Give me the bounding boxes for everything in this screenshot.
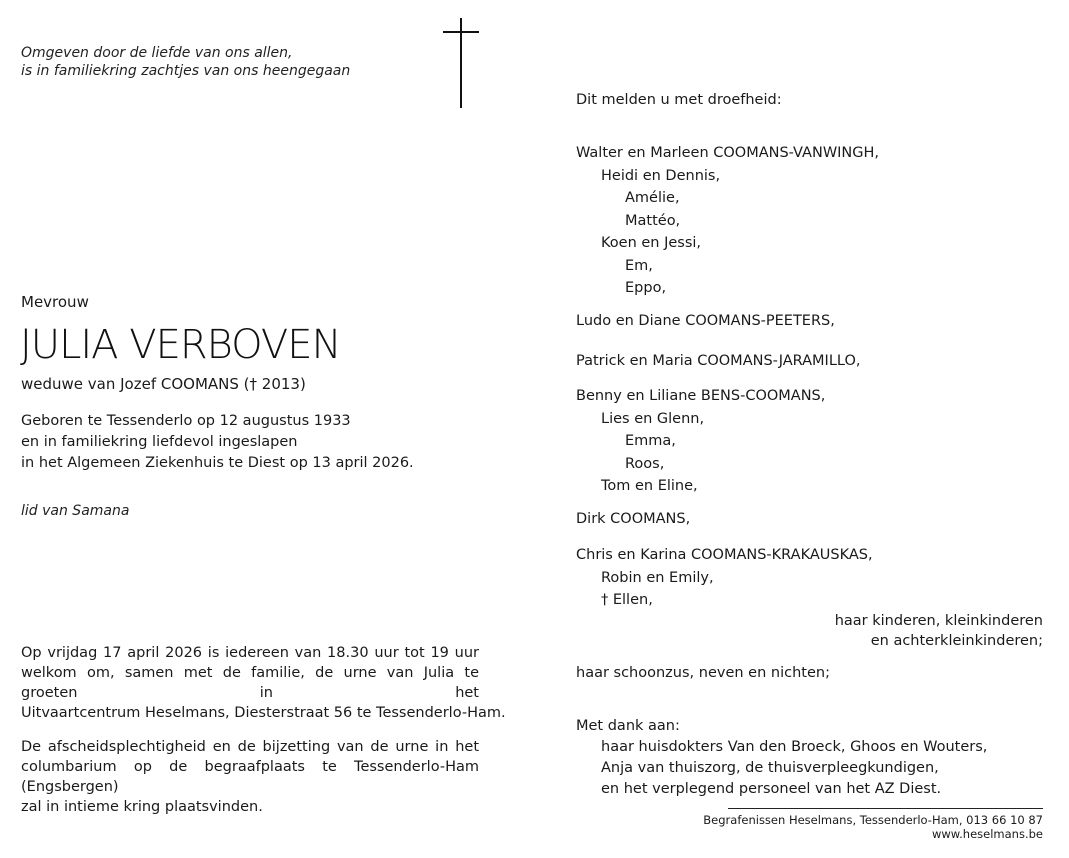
family-head: Walter en Marleen COOMANS-VANWINGH, (576, 145, 880, 161)
family-child: Tom en Eline, (601, 478, 698, 494)
family-child: Lies en Glenn, (601, 410, 705, 427)
family-child: Koen en Jessi, (601, 235, 702, 251)
intro-quote (21, 44, 350, 80)
family-head: Ludo en Diane COOMANS-PEETERS, (576, 313, 835, 329)
family-grandchild: Mattéo, (625, 212, 681, 229)
relation-note (835, 611, 1043, 651)
family-grandchild: Em, (625, 257, 653, 274)
visitation-line-2: welkom om, samen met de familie, de urne van Julia te groeten in het (21, 665, 479, 701)
family-grandchild: Roos, (625, 455, 665, 472)
ceremony-line-3: zal in intieme kring plaatsvinden. (21, 799, 263, 815)
footer-company: Begrafenissen Heselmans, Tessenderlo-Ham, 013 66 10 87 (703, 813, 1043, 827)
family-group-6 (576, 544, 873, 612)
thanks-line-2: Anja van thuiszorg, de thuisverpleegkundigen, (601, 760, 939, 776)
ceremony-line-1: De afscheidsplechtigheid en de bijzetting van de urne in het (21, 739, 479, 755)
footer (703, 813, 1043, 841)
cross-icon-bar (443, 31, 479, 33)
ceremony-line-2: columbarium op de begraafplaats te Tessenderlo-Ham (Engsbergen) (21, 759, 479, 795)
family-grandchild: Eppo, (625, 280, 667, 296)
family-group-4 (576, 385, 825, 498)
family-child: † Ellen, (601, 592, 653, 608)
membership: lid van Samana (21, 503, 130, 519)
footer-website[interactable]: www.heselmans.be (931, 827, 1043, 841)
family-head: Patrick en Maria COOMANS-JARAMILLO, (576, 353, 861, 369)
visitation-line-3: Uitvaartcentrum Heselmans, Diesterstraat 56 te Tessenderlo-Ham. (21, 705, 506, 721)
family-head: Dirk COOMANS, (576, 511, 691, 527)
intro-quote-line-2: is in familiekring zachtjes van ons heengegaan (21, 63, 351, 79)
family-group-3 (576, 350, 861, 373)
family-group-2 (576, 310, 835, 333)
passed-line-1: en in familiekring liefdevol ingeslapen (21, 434, 298, 450)
thanks-line-1: haar huisdokters Van den Broeck, Ghoos en Wouters, (601, 739, 988, 755)
inlaws: haar schoonzus, neven en nichten; (576, 665, 830, 681)
deceased-title: Mevrouw (21, 293, 89, 311)
family-child: Robin en Emily, (601, 569, 714, 586)
footer-divider (728, 808, 1043, 809)
relation-line-2: en achterkleinkinderen; (870, 633, 1043, 649)
ceremony-paragraph (21, 737, 479, 817)
family-head: Benny en Liliane BENS-COOMANS, (576, 388, 826, 404)
relation-line-1: haar kinderen, kleinkinderen (834, 613, 1043, 629)
birth-death-info (21, 411, 414, 474)
family-grandchild: Emma, (625, 433, 676, 449)
announcement: Dit melden u met droefheid: (576, 92, 782, 108)
thanks-head: Met dank aan: (576, 718, 680, 734)
family-head: Chris en Karina COOMANS-KRAKAUSKAS, (576, 547, 873, 563)
visitation-paragraph (21, 643, 506, 723)
passed-line-2: in het Algemeen Ziekenhuis te Diest op 13 april 2026. (21, 455, 414, 471)
family-grandchild: Amélie, (625, 190, 680, 206)
family-group-5 (576, 508, 690, 531)
family-group-1 (576, 142, 879, 300)
family-child: Heidi en Dennis, (601, 167, 721, 184)
thanks-block (576, 716, 987, 800)
deceased-name: JULIA VERBOVEN (20, 322, 341, 368)
intro-quote-line-1: Omgeven door de liefde van ons allen, (21, 45, 293, 61)
born-line: Geboren te Tessenderlo op 12 augustus 1933 (21, 413, 351, 429)
visitation-line-1: Op vrijdag 17 april 2026 is iedereen van 18.30 uur tot 19 uur (21, 645, 479, 661)
thanks-line-3: en het verplegend personeel van het AZ Diest. (601, 781, 942, 797)
widow-of: weduwe van Jozef COOMANS († 2013) (21, 375, 306, 393)
